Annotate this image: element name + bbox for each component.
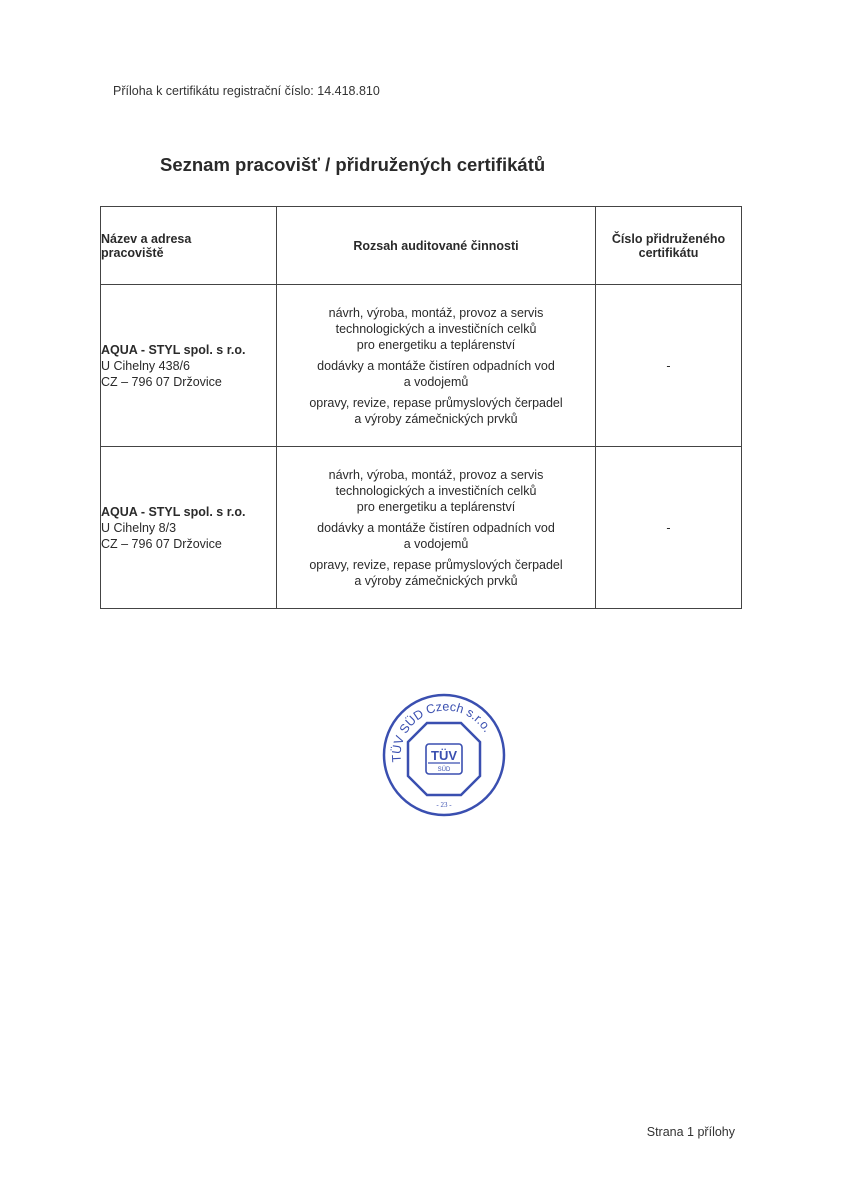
column-header-scope: Rozsah auditované činnosti bbox=[277, 207, 596, 285]
activity-line: pro energetiku a teplárenství bbox=[356, 499, 516, 514]
table-header-row bbox=[101, 207, 742, 285]
company-name: AQUA - STYL spol. s r.o. bbox=[101, 342, 246, 357]
activity-line: opravy, revize, repase průmyslových čerpadel bbox=[309, 557, 563, 572]
activity-line: a vodojemů bbox=[403, 536, 469, 551]
activity-line: a výroby zámečnických prvků bbox=[354, 411, 518, 426]
activity-line: opravy, revize, repase průmyslových čerpadel bbox=[309, 395, 563, 410]
document-title: Seznam pracovišť / přidružených certifikátů bbox=[160, 154, 546, 175]
activity-item bbox=[277, 305, 595, 353]
activity-item bbox=[277, 520, 595, 552]
site-street: U Cihelny 8/3 bbox=[101, 520, 177, 535]
certificate-number-cell: - bbox=[596, 285, 742, 447]
scope-cell bbox=[277, 447, 596, 609]
scope-cell bbox=[277, 285, 596, 447]
column-header-cert-line1: Číslo přidruženého bbox=[611, 231, 726, 246]
activity-line: návrh, výroba, montáž, provoz a servis bbox=[328, 305, 544, 320]
certificate-reference: Příloha k certifikátu registrační číslo: 14.418.810 bbox=[113, 84, 380, 98]
activity-line: návrh, výroba, montáž, provoz a servis bbox=[328, 467, 544, 482]
activity-line: dodávky a montáže čistíren odpadních vod bbox=[317, 358, 555, 373]
table-row bbox=[101, 447, 742, 609]
stamp-number: - 23 - bbox=[436, 801, 452, 809]
workplaces-table bbox=[100, 206, 742, 609]
stamp-logo-text: TÜV bbox=[431, 748, 457, 763]
activity-line: technologických a investičních celků bbox=[335, 483, 537, 498]
site-city: CZ – 796 07 Držovice bbox=[101, 374, 222, 389]
certificate-number-cell: - bbox=[596, 447, 742, 609]
column-header-name-line2: pracoviště bbox=[101, 245, 164, 260]
activity-line: pro energetiku a teplárenství bbox=[356, 337, 516, 352]
site-cell bbox=[101, 285, 277, 447]
activity-item bbox=[277, 395, 595, 427]
site-street: U Cihelny 438/6 bbox=[101, 358, 190, 373]
column-header-name-address bbox=[101, 207, 277, 285]
activity-line: a výroby zámečnických prvků bbox=[354, 573, 518, 588]
site-cell bbox=[101, 447, 277, 609]
column-header-certificate bbox=[596, 207, 742, 285]
activity-line: dodávky a montáže čistíren odpadních vod bbox=[317, 520, 555, 535]
stamp-circular-text: TÜV SÜD Czech s.r.o. bbox=[389, 699, 495, 763]
tuv-sud-stamp bbox=[379, 690, 509, 820]
activity-item bbox=[277, 557, 595, 589]
activity-line: technologických a investičních celků bbox=[335, 321, 537, 336]
page-number: Strana 1 přílohy bbox=[646, 1125, 735, 1139]
activity-item bbox=[277, 358, 595, 390]
column-header-cert-line2: certifikátu bbox=[638, 245, 699, 260]
column-header-name-line1: Název a adresa bbox=[101, 231, 192, 246]
activity-line: a vodojemů bbox=[403, 374, 469, 389]
site-city: CZ – 796 07 Držovice bbox=[101, 536, 222, 551]
stamp-logo-subtext: SÜD bbox=[437, 767, 451, 773]
table-row bbox=[101, 285, 742, 447]
activity-item bbox=[277, 467, 595, 515]
company-name: AQUA - STYL spol. s r.o. bbox=[101, 504, 246, 519]
